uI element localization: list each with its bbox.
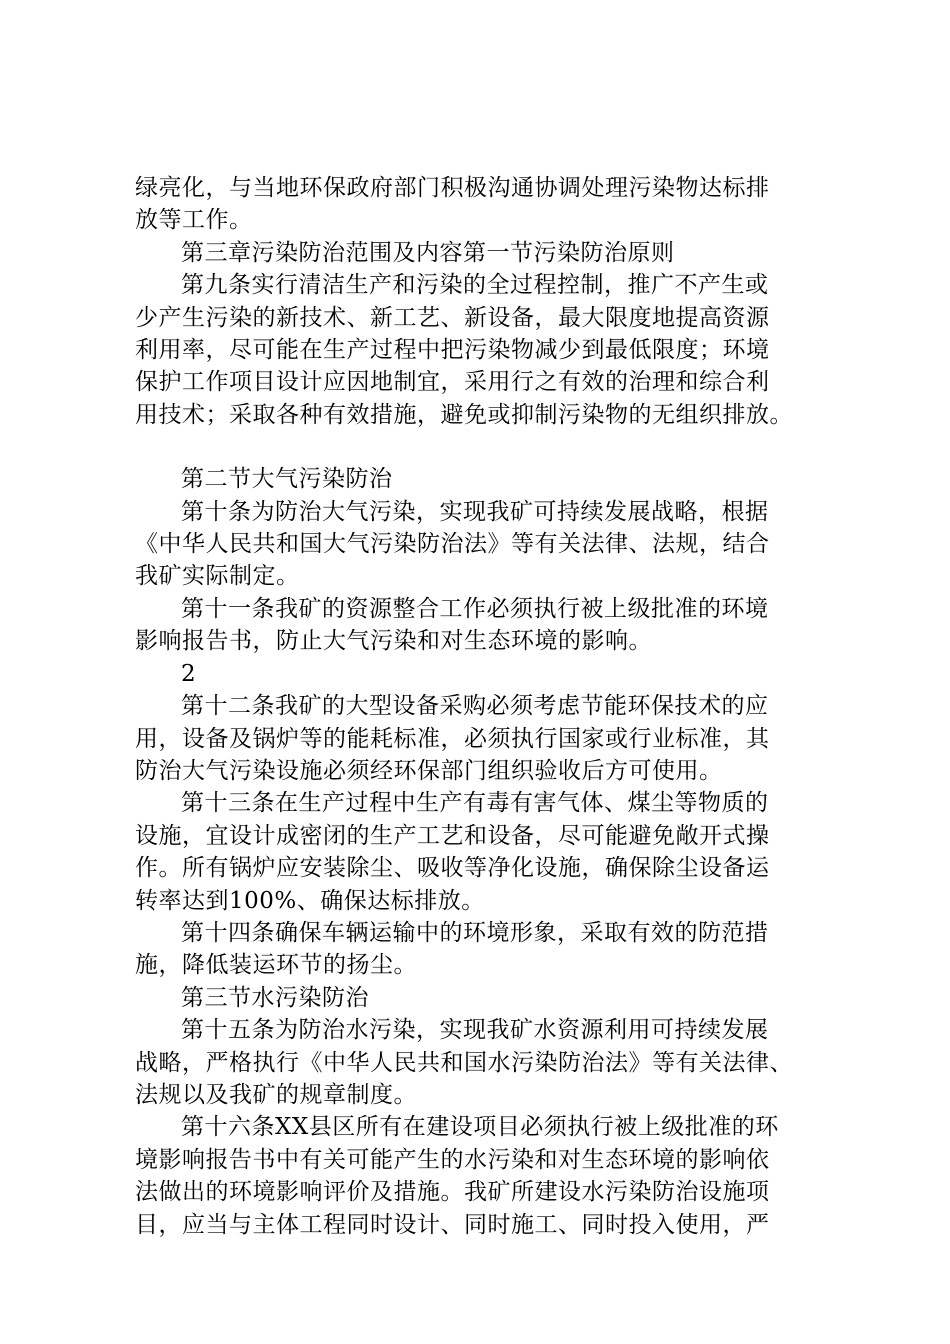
text-line: 法做出的环境影响评价及措施。我矿所建设水污染防治设施项 [135, 1179, 770, 1206]
article-10 [135, 496, 835, 593]
text-line: 法规以及我矿的规章制度。 [135, 1081, 417, 1108]
article-11 [135, 593, 835, 658]
text-line: 第十条为防治大气污染，实现我矿可持续发展战略，根据 [181, 498, 769, 525]
text-line: 境影响报告书中有关可能产生的水污染和对生态环境的影响依 [135, 1146, 770, 1173]
text-line: 放等工作。 [135, 207, 253, 234]
text-line: 第二节大气污染防治 [181, 466, 393, 493]
text-line: 战略，严格执行《中华人民共和国水污染防治法》等有关法律、 [135, 1049, 793, 1076]
article-16 [135, 1111, 835, 1241]
article-9 [135, 269, 835, 431]
text-line: 绿亮化，与当地环保政府部门积极沟通协调处理污染物达标排 [135, 175, 770, 201]
text-line: 第十五条为防治水污染，实现我矿水资源利用可持续发展 [181, 1017, 769, 1044]
text-line: 第九条实行清洁生产和污染的全过程控制，推广不产生或 [181, 272, 769, 299]
text-line: 第十三条在生产过程中生产有毒有害气体、煤尘等物质的 [181, 790, 769, 817]
text-line: 第十二条我矿的大型设备采购必须考虑节能环保技术的应 [181, 693, 769, 720]
article-15 [135, 1014, 835, 1111]
section-heading [135, 463, 835, 495]
article-12 [135, 690, 835, 787]
text-line: 第十一条我矿的资源整合工作必须执行被上级批准的环境 [181, 595, 769, 622]
article-14 [135, 917, 835, 982]
text-line: 少产生污染的新技术、新工艺、新设备，最大限度地提高资源 [135, 304, 770, 331]
text-line: 目，应当与主体工程同时设计、同时施工、同时投入使用，严 [135, 1211, 770, 1238]
text-line: 防治大气污染设施必须经环保部门组织验收后方可使用。 [135, 757, 723, 784]
chapter-heading [135, 237, 835, 269]
text-line: 第三章污染防治范围及内容第一节污染防治原则 [181, 239, 675, 266]
section-heading [135, 982, 835, 1014]
document-body [135, 172, 835, 1241]
text-line: 作。所有锅炉应安装除尘、吸收等净化设施，确保除尘设备运 [135, 855, 770, 882]
text-line: 用技术；采取各种有效措施，避免或抑制污染物的无组织排放。 [135, 401, 793, 428]
text-line: 用，设备及锅炉等的能耗标准，必须执行国家或行业标准，其 [135, 725, 770, 752]
text-line: 保护工作项目设计应因地制宜，采用行之有效的治理和综合利 [135, 369, 770, 396]
page-number [135, 658, 835, 690]
article-13 [135, 787, 835, 917]
text-line: 我矿实际制定。 [135, 563, 300, 590]
text-line: 第十四条确保车辆运输中的环境形象，采取有效的防范措 [181, 919, 769, 946]
text-line: 转率达到100%、确保达标排放。 [135, 887, 485, 914]
blank-line [135, 431, 835, 463]
text-line: 第三节水污染防治 [181, 984, 369, 1011]
text-line: 影响报告书，防止大气污染和对生态环境的影响。 [135, 628, 652, 655]
text-line: 《中华人民共和国大气污染防治法》等有关法律、法规，结合 [135, 531, 770, 558]
text-line: 第十六条XX县区所有在建设项目必须执行被上级批准的环 [181, 1114, 779, 1141]
text-line: 2 [181, 660, 197, 687]
paragraph-continuation [135, 172, 835, 237]
text-line: 施，降低装运环节的扬尘。 [135, 952, 417, 979]
text-line: 利用率，尽可能在生产过程中把污染物减少到最低限度；环境 [135, 337, 770, 364]
text-line: 设施，宜设计成密闭的生产工艺和设备，尽可能避免敞开式操 [135, 822, 770, 849]
